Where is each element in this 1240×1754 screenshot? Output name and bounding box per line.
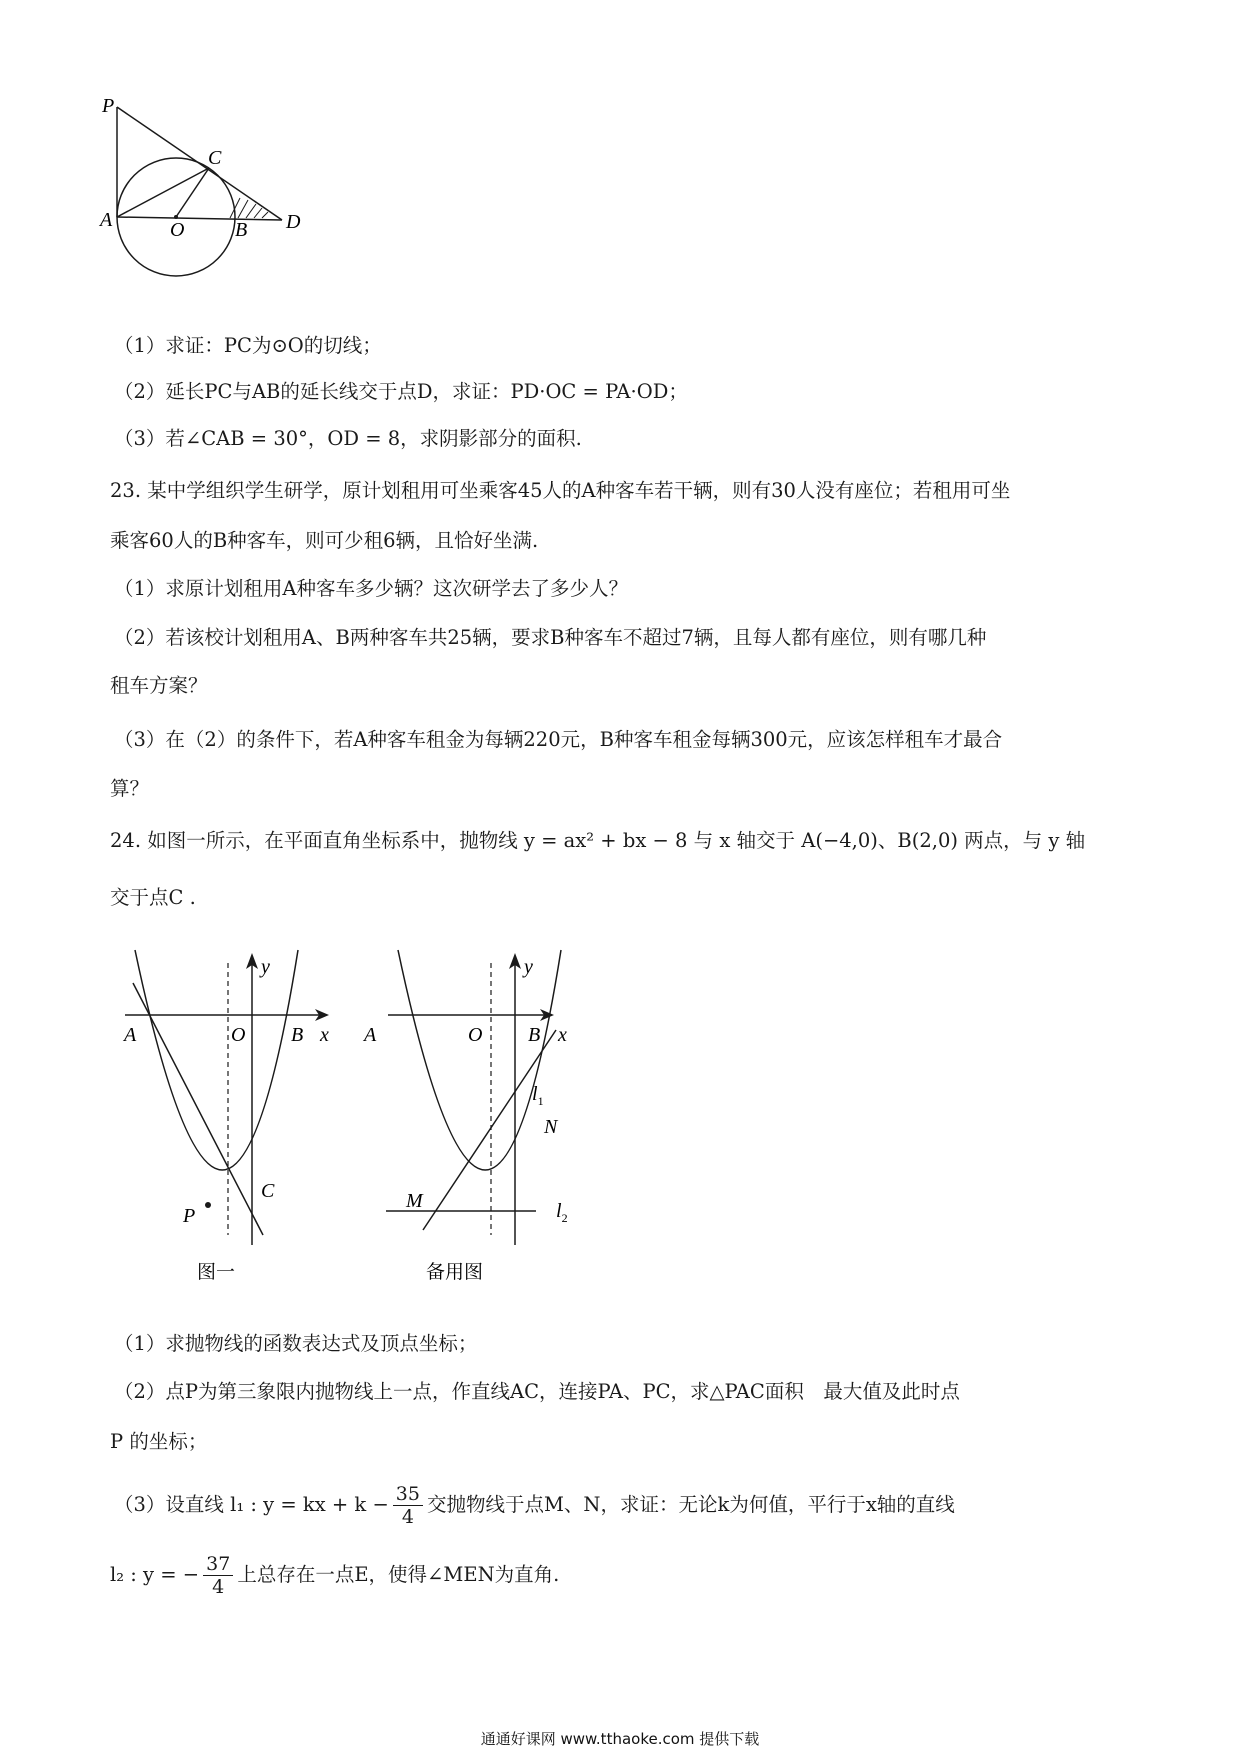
q23-item-2-line1: （2）若该校计划租用A、B两种客车共25辆，要求B种客车不超过7辆，且每人都有座位，则有哪几种 bbox=[114, 626, 987, 649]
label-c: C bbox=[261, 1180, 275, 1202]
label-d: D bbox=[286, 211, 301, 233]
label-b: B bbox=[291, 1024, 304, 1046]
q23-item-2-line2: 租车方案？ bbox=[110, 674, 208, 697]
label-l1: $l_1$ bbox=[532, 1083, 544, 1108]
label-x: x bbox=[320, 1024, 329, 1046]
fraction-35-4 bbox=[393, 1483, 423, 1528]
q24-item-3-post: 交抛物线于点M、N，求证：无论k为何值，平行于x轴的直线 bbox=[426, 1493, 955, 1516]
label-a: A bbox=[364, 1024, 377, 1046]
label-p: P bbox=[183, 1205, 196, 1227]
label-y: y bbox=[261, 956, 270, 978]
q24-item-2-line2: P 的坐标； bbox=[110, 1430, 208, 1453]
q22-item-2: （2）延长PC与AB的延长线交于点D，求证：PD·OC = PA·OD； bbox=[114, 380, 688, 403]
q24-item-3-line2 bbox=[110, 1545, 559, 1605]
parabola bbox=[135, 950, 298, 1170]
fraction-denominator: 4 bbox=[401, 1506, 414, 1528]
q22-item-1: （1）求证：PC为⊙O的切线； bbox=[114, 334, 382, 357]
segment-ad bbox=[117, 217, 282, 220]
line-ac bbox=[133, 983, 263, 1235]
label-x: x bbox=[558, 1024, 567, 1046]
q24-figure-2 bbox=[364, 945, 608, 1290]
segment-ac bbox=[117, 168, 209, 217]
label-p: P bbox=[102, 95, 115, 117]
fraction-numerator: 35 bbox=[393, 1483, 423, 1506]
fraction-denominator: 4 bbox=[212, 1576, 225, 1598]
fraction-37-4 bbox=[203, 1553, 233, 1598]
label-a: A bbox=[124, 1024, 137, 1046]
q24-item-3-line2-pre: l₂ : y = − bbox=[110, 1563, 200, 1586]
label-a: A bbox=[100, 209, 113, 231]
point-p bbox=[205, 1202, 211, 1208]
q24-item-3-line1 bbox=[114, 1475, 955, 1535]
q23-item-3-line2: 算？ bbox=[110, 777, 150, 800]
q24-figure-1 bbox=[115, 945, 350, 1290]
q23-item-3-line1: （3）在（2）的条件下，若A种客车租金为每辆220元，B种客车租金每辆300元，应该怎样租车才最合 bbox=[114, 728, 1003, 751]
label-o: O bbox=[468, 1024, 483, 1046]
q24-item-3-line2-post: 上总存在一点E，使得∠MEN为直角. bbox=[237, 1563, 560, 1586]
q22-figure bbox=[100, 95, 330, 330]
q22-item-3: （3）若∠CAB = 30°，OD = 8，求阴影部分的面积. bbox=[114, 427, 582, 450]
q23-stem-line2: 乘客60人的B种客车，则可少租6辆，且恰好坐满. bbox=[110, 529, 539, 552]
footer-credit: 通通好课网 www.tthaoke.com 提供下载 bbox=[480, 1730, 760, 1748]
line-l1 bbox=[423, 1030, 556, 1230]
label-o: O bbox=[170, 219, 185, 241]
figure-1-caption: 图一 bbox=[197, 1262, 236, 1283]
fraction-numerator: 37 bbox=[203, 1553, 233, 1576]
q24-item-2-line1: （2）点P为第三象限内抛物线上一点，作直线AC，连接PA、PC，求△PAC面积 最大值及此时点 bbox=[114, 1380, 960, 1403]
segment-oc bbox=[176, 168, 209, 217]
label-n: N bbox=[544, 1116, 558, 1138]
q24-stem-line1: 24. 如图一所示，在平面直角坐标系中，抛物线 y = ax² + bx − 8 与 x 轴交于 A(−4,0)、B(2,0) 两点，与 y 轴 bbox=[110, 829, 1086, 852]
q24-stem-line2: 交于点C . bbox=[110, 886, 196, 909]
q24-item-1: （1）求抛物线的函数表达式及顶点坐标； bbox=[114, 1332, 478, 1355]
figure-2-caption: 备用图 bbox=[426, 1262, 484, 1283]
label-b: B bbox=[235, 219, 248, 241]
label-y: y bbox=[524, 956, 533, 978]
q23-stem-line1: 23. 某中学组织学生研学，原计划租用可坐乘客45人的A种客车若干辆，则有30人没有座位；若租用可坐 bbox=[110, 479, 1011, 502]
label-m: M bbox=[406, 1190, 423, 1212]
q24-item-3-pre: （3）设直线 l₁ : y = kx + k − bbox=[114, 1493, 389, 1516]
label-o: O bbox=[231, 1024, 246, 1046]
q23-item-1: （1）求原计划租用A种客车多少辆？这次研学去了多少人？ bbox=[114, 577, 628, 600]
label-l2: $l_2$ bbox=[556, 1200, 568, 1225]
label-c: C bbox=[208, 147, 222, 169]
label-b: B bbox=[528, 1024, 541, 1046]
